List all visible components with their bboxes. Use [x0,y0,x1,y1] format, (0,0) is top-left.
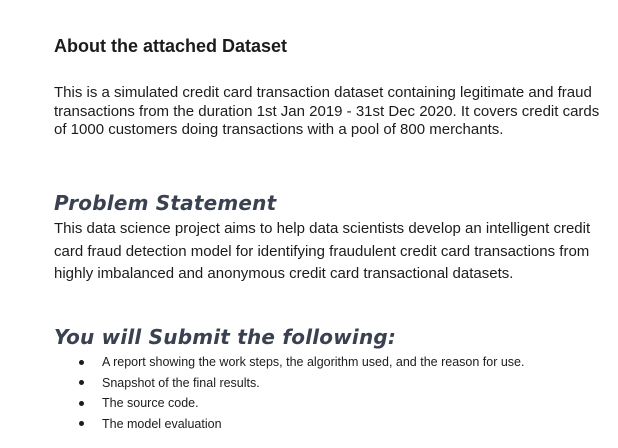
list-item-text: The source code. [102,396,199,410]
list-item-text: Snapshot of the final results. [102,375,260,390]
list-item-text: A report showing the work steps, the algorithm used, and the reason for use. [102,355,525,369]
list-item-text: The model evaluation [102,416,222,431]
bullet-icon [79,421,84,426]
about-dataset-heading: About the attached Dataset [54,36,288,56]
about-dataset-paragraph: This is a simulated credit card transaction dataset containing legitimate and fraud transactions from the duration 1st Jan 2019 - 31st Dec 2020. It covers credit cards of 1000 customers doing transactions with a pool of 800 merchants. [54,84,600,138]
problem-statement-heading: Problem Statement [54,191,277,215]
bullet-icon [79,360,84,365]
problem-statement-paragraph: This data science project aims to help data scientists develop an intelligent credit card fraud detection model for identifying fraudulent credit card transactions from highly imbalanced and anonymous credit card transactional datasets. [54,220,591,283]
bullet-icon [79,401,84,406]
bullet-icon [79,380,84,385]
submission-heading: You will Submit the following: [54,325,397,349]
